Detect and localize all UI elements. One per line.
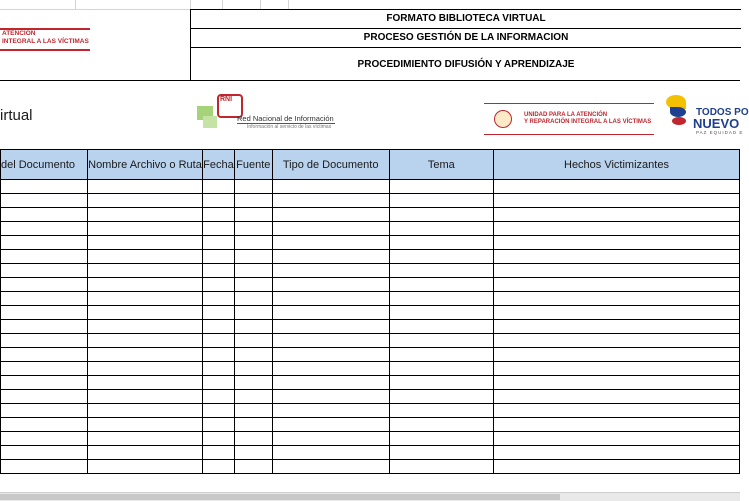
table-cell[interactable]	[234, 404, 272, 418]
horizontal-scrollbar[interactable]	[0, 492, 740, 501]
table-cell[interactable]	[1, 222, 88, 236]
table-cell[interactable]	[202, 362, 234, 376]
table-cell[interactable]	[493, 376, 739, 390]
col-header-fuente[interactable]: Fuente	[234, 150, 272, 180]
table-cell[interactable]	[389, 194, 493, 208]
rni-subtitle: Información al servicio de las víctimas	[247, 124, 332, 130]
table-cell[interactable]	[493, 264, 739, 278]
table-cell[interactable]	[202, 264, 234, 278]
table-cell[interactable]	[493, 460, 739, 474]
table-cell[interactable]	[88, 404, 203, 418]
table-row	[1, 180, 740, 194]
table-cell[interactable]	[272, 278, 389, 292]
table-cell[interactable]	[272, 264, 389, 278]
table-cell[interactable]	[493, 320, 739, 334]
table-cell[interactable]	[389, 208, 493, 222]
table-cell[interactable]	[1, 180, 88, 194]
col-header-fecha[interactable]: Fecha	[202, 150, 234, 180]
table-cell[interactable]	[493, 432, 739, 446]
table-cell[interactable]	[493, 446, 739, 460]
table-row	[1, 376, 740, 390]
scrollbar-thumb[interactable]	[0, 494, 560, 500]
table-row	[1, 362, 740, 376]
table-cell[interactable]	[202, 278, 234, 292]
format-title-box	[190, 9, 741, 81]
table-cell[interactable]	[202, 208, 234, 222]
table-cell[interactable]	[493, 306, 739, 320]
table-cell[interactable]	[272, 306, 389, 320]
table-cell[interactable]	[234, 264, 272, 278]
process-title: PROCESO GESTIÓN DE LA INFORMACION	[191, 29, 741, 48]
table-cell[interactable]	[272, 460, 389, 474]
table-cell[interactable]	[272, 446, 389, 460]
rni-name: Red Nacional de Información	[237, 114, 334, 123]
table-cell[interactable]	[202, 292, 234, 306]
table-cell[interactable]	[272, 334, 389, 348]
table-row	[1, 194, 740, 208]
table-row	[1, 222, 740, 236]
table-cell[interactable]	[1, 362, 88, 376]
colombia-seal-icon	[494, 110, 512, 128]
table-cell[interactable]	[1, 236, 88, 250]
table-cell[interactable]	[493, 418, 739, 432]
table-cell[interactable]	[493, 222, 739, 236]
table-cell[interactable]	[234, 446, 272, 460]
table-cell[interactable]	[1, 194, 88, 208]
todos-line3: PAZ EQUIDAD E	[696, 130, 744, 135]
table-cell[interactable]	[1, 432, 88, 446]
table-cell[interactable]	[389, 180, 493, 194]
table-cell[interactable]	[493, 180, 739, 194]
table-cell[interactable]	[389, 236, 493, 250]
table-cell[interactable]	[1, 264, 88, 278]
sheet-title: irtual	[0, 107, 33, 124]
table-cell[interactable]	[202, 348, 234, 362]
table-cell[interactable]	[202, 334, 234, 348]
table-row	[1, 334, 740, 348]
table-cell[interactable]	[272, 320, 389, 334]
col-header-documento[interactable]: del Documento	[1, 150, 88, 180]
table-cell[interactable]	[202, 250, 234, 264]
table-cell[interactable]	[1, 390, 88, 404]
rni-logo	[195, 92, 345, 138]
table-cell[interactable]	[272, 418, 389, 432]
table-cell[interactable]	[1, 306, 88, 320]
header-row	[1, 150, 740, 180]
logo-left-line2: INTEGRAL A LAS VÍCTIMAS	[2, 38, 89, 45]
table-cell[interactable]	[493, 404, 739, 418]
table-cell[interactable]	[234, 208, 272, 222]
table-cell[interactable]	[202, 320, 234, 334]
table-cell[interactable]	[272, 348, 389, 362]
table-cell[interactable]	[272, 362, 389, 376]
col-header-nombre-archivo[interactable]: Nombre Archivo o Ruta	[88, 150, 203, 180]
table-cell[interactable]	[389, 264, 493, 278]
table-cell[interactable]	[88, 432, 203, 446]
table-cell[interactable]	[493, 250, 739, 264]
table-cell[interactable]	[389, 376, 493, 390]
table-cell[interactable]	[234, 292, 272, 306]
table-cell[interactable]	[88, 320, 203, 334]
todos-line2: NUEVO	[693, 116, 740, 131]
unidad-line1: UNIDAD PARA LA ATENCIÓN	[524, 112, 608, 118]
table-cell[interactable]	[234, 194, 272, 208]
table-cell[interactable]	[88, 390, 203, 404]
table-cell[interactable]	[272, 404, 389, 418]
table-cell[interactable]	[234, 418, 272, 432]
table-row	[1, 418, 740, 432]
table-cell[interactable]	[234, 278, 272, 292]
table-cell[interactable]	[272, 222, 389, 236]
table-cell[interactable]	[272, 180, 389, 194]
header-banner	[0, 0, 740, 81]
table-row	[1, 264, 740, 278]
table-cell[interactable]	[389, 278, 493, 292]
table-cell[interactable]	[202, 460, 234, 474]
table-cell[interactable]	[493, 348, 739, 362]
table-cell[interactable]	[88, 362, 203, 376]
table-cell[interactable]	[389, 348, 493, 362]
table-cell[interactable]	[88, 306, 203, 320]
procedure-title: PROCEDIMIENTO DIFUSIÓN Y APRENDIZAJE	[357, 59, 575, 70]
table-cell[interactable]	[1, 208, 88, 222]
table-cell[interactable]	[1, 446, 88, 460]
table-row	[1, 432, 740, 446]
table-cell[interactable]	[88, 250, 203, 264]
table-row	[1, 404, 740, 418]
table-cell[interactable]	[88, 194, 203, 208]
table-cell[interactable]	[493, 292, 739, 306]
table-cell[interactable]	[234, 250, 272, 264]
table-row	[1, 446, 740, 460]
table-cell[interactable]	[272, 390, 389, 404]
col-header-hechos-victimizantes[interactable]: Hechos Victimizantes	[493, 150, 739, 180]
todos-line1: TODOS PO	[696, 107, 749, 118]
table-cell[interactable]	[234, 334, 272, 348]
table-cell[interactable]	[272, 208, 389, 222]
table-cell[interactable]	[202, 194, 234, 208]
table-cell[interactable]	[202, 222, 234, 236]
table-cell[interactable]	[88, 278, 203, 292]
table-cell[interactable]	[1, 404, 88, 418]
table-cell[interactable]	[234, 320, 272, 334]
table-cell[interactable]	[88, 446, 203, 460]
table-cell[interactable]	[389, 362, 493, 376]
table-cell[interactable]	[88, 460, 203, 474]
table-cell[interactable]	[493, 278, 739, 292]
table-cell[interactable]	[389, 390, 493, 404]
table-cell[interactable]	[272, 432, 389, 446]
table-cell[interactable]	[234, 180, 272, 194]
table-row	[1, 390, 740, 404]
table-cell[interactable]	[493, 390, 739, 404]
table-cell[interactable]	[234, 236, 272, 250]
table-cell[interactable]	[88, 180, 203, 194]
table-cell[interactable]	[389, 306, 493, 320]
logo-left-line1: ATENCIÓN	[2, 30, 36, 37]
table-cell[interactable]	[202, 180, 234, 194]
table-cell[interactable]	[234, 222, 272, 236]
table-cell[interactable]	[389, 404, 493, 418]
unidad-line2: Y REPARACIÓN INTEGRAL A LAS VÍCTIMAS	[524, 119, 652, 125]
table-cell[interactable]	[272, 376, 389, 390]
table-row	[1, 278, 740, 292]
table-cell[interactable]	[1, 334, 88, 348]
table-row	[1, 292, 740, 306]
table-cell[interactable]	[1, 348, 88, 362]
table-cell[interactable]	[272, 194, 389, 208]
table-row	[1, 348, 740, 362]
table-cell[interactable]	[493, 362, 739, 376]
table-cell[interactable]	[1, 376, 88, 390]
table-cell[interactable]	[1, 278, 88, 292]
table-cell[interactable]	[88, 292, 203, 306]
table-cell[interactable]	[234, 362, 272, 376]
table-cell[interactable]	[234, 390, 272, 404]
table-cell[interactable]	[88, 236, 203, 250]
table-row	[1, 250, 740, 264]
table-cell[interactable]	[389, 292, 493, 306]
todos-nuevo-pais-logo	[666, 93, 749, 137]
table-cell[interactable]	[272, 292, 389, 306]
unidad-victimas-logo-left	[0, 28, 100, 51]
table-cell[interactable]	[234, 376, 272, 390]
table-cell[interactable]	[88, 222, 203, 236]
table-cell[interactable]	[493, 194, 739, 208]
table-cell[interactable]	[234, 432, 272, 446]
table-cell[interactable]	[88, 264, 203, 278]
table-cell[interactable]	[389, 446, 493, 460]
table-cell[interactable]	[88, 376, 203, 390]
table-cell[interactable]	[234, 348, 272, 362]
table-cell[interactable]	[202, 432, 234, 446]
table-cell[interactable]	[389, 250, 493, 264]
table-cell[interactable]	[202, 404, 234, 418]
table-cell[interactable]	[389, 334, 493, 348]
table-cell[interactable]	[1, 250, 88, 264]
table-cell[interactable]	[202, 236, 234, 250]
table-cell[interactable]	[234, 460, 272, 474]
table-cell[interactable]	[202, 306, 234, 320]
col-header-tipo-documento[interactable]: Tipo de Documento	[272, 150, 389, 180]
table-cell[interactable]	[202, 418, 234, 432]
table-cell[interactable]	[234, 306, 272, 320]
table-cell[interactable]	[202, 446, 234, 460]
table-row	[1, 208, 740, 222]
table-cell[interactable]	[88, 334, 203, 348]
table-cell[interactable]	[202, 376, 234, 390]
rni-badge: RNI	[220, 96, 233, 103]
table-cell[interactable]	[389, 432, 493, 446]
table-cell[interactable]	[1, 460, 88, 474]
table-cell[interactable]	[389, 460, 493, 474]
table-row	[1, 320, 740, 334]
banner-divider	[0, 80, 740, 81]
table-row	[1, 460, 740, 474]
table-cell[interactable]	[493, 236, 739, 250]
table-cell[interactable]	[389, 222, 493, 236]
table-cell[interactable]	[1, 320, 88, 334]
table-cell[interactable]	[272, 250, 389, 264]
library-table	[0, 149, 740, 474]
table-cell[interactable]	[272, 236, 389, 250]
table-cell[interactable]	[88, 208, 203, 222]
format-title: FORMATO BIBLIOTECA VIRTUAL	[191, 10, 741, 29]
table-cell[interactable]	[1, 292, 88, 306]
table-cell[interactable]	[493, 208, 739, 222]
unidad-victimas-logo	[484, 103, 654, 135]
col-header-tema[interactable]: Tema	[389, 150, 493, 180]
table-cell[interactable]	[389, 320, 493, 334]
table-cell[interactable]	[88, 418, 203, 432]
table-cell[interactable]	[1, 418, 88, 432]
table-row	[1, 306, 740, 320]
table-cell[interactable]	[88, 348, 203, 362]
table-cell[interactable]	[202, 390, 234, 404]
table-cell[interactable]	[493, 334, 739, 348]
table-row	[1, 236, 740, 250]
table-cell[interactable]	[389, 418, 493, 432]
